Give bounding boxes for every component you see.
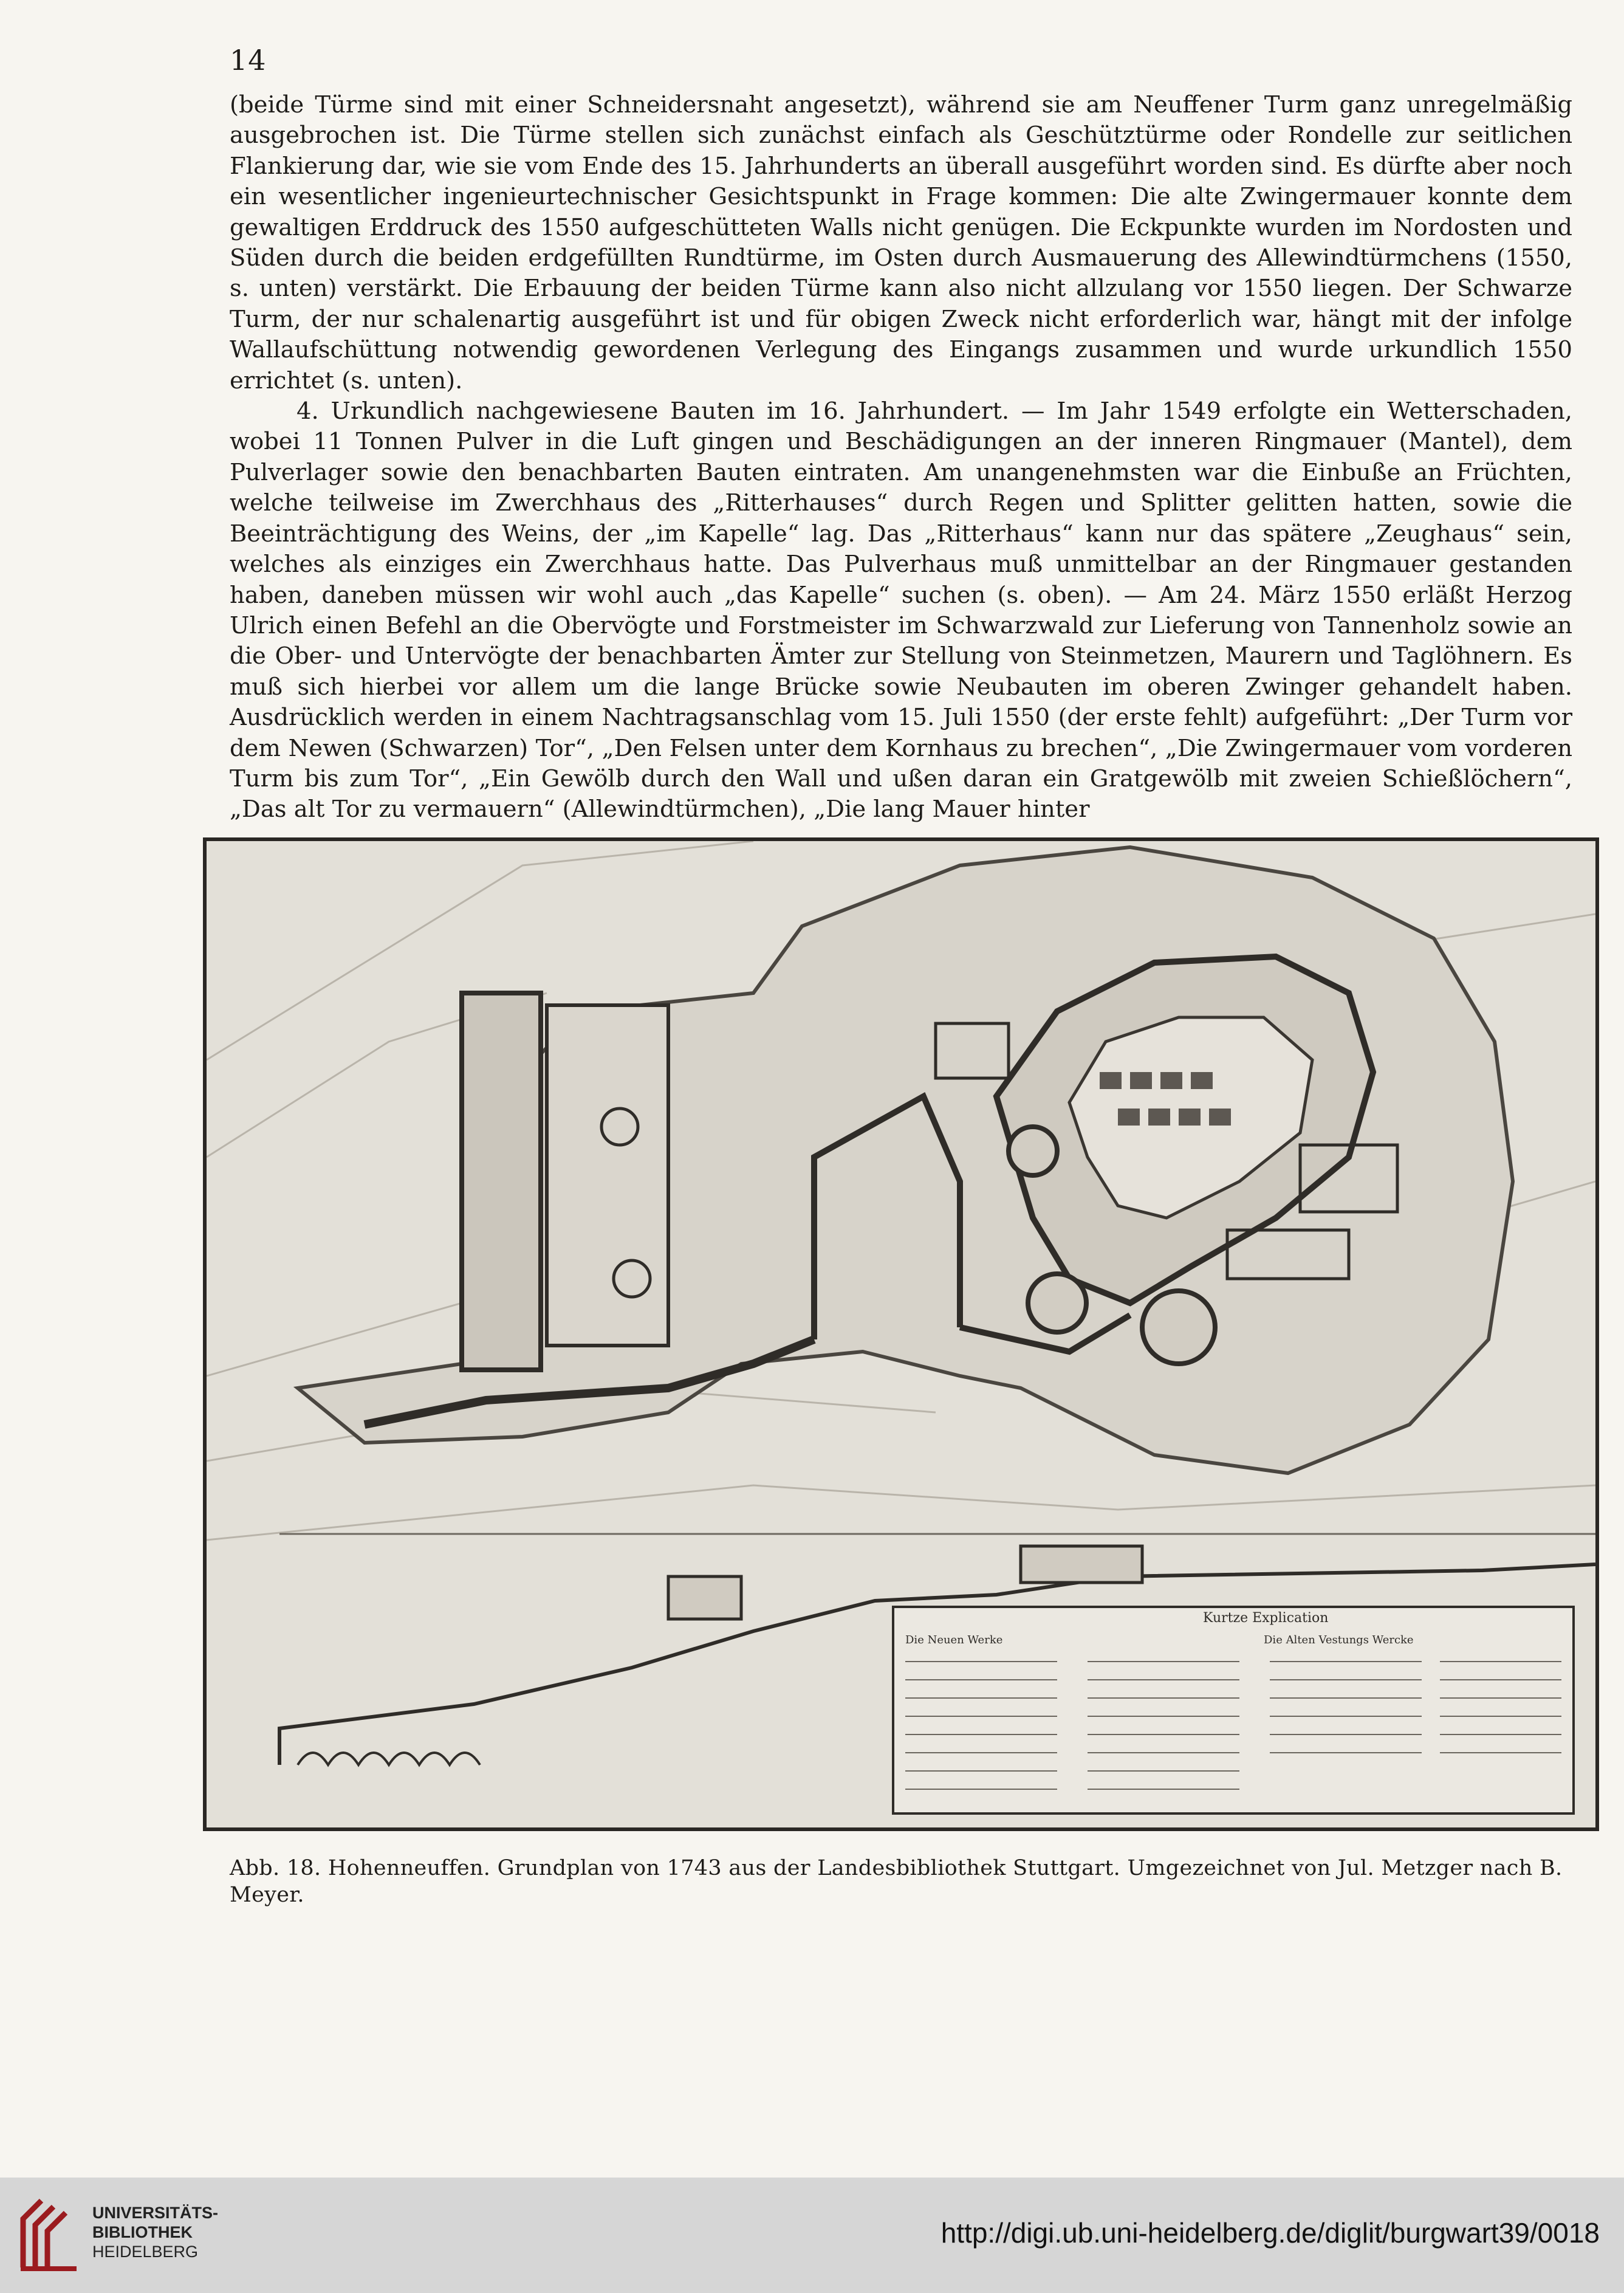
institution-line-2: BIBLIOTHEK — [92, 2223, 193, 2241]
institution-line-3: HEIDELBERG — [92, 2243, 199, 2261]
legend-heading: Kurtze Explication — [1203, 1611, 1329, 1626]
legend-col2-title: Die Alten Vestungs Wercke — [1264, 1634, 1414, 1646]
source-url-link[interactable]: http://digi.ub.uni-heidelberg.de/diglit/burgwart39/0018 — [940, 2217, 1600, 2249]
body-text — [230, 90, 1572, 825]
library-logo-icon — [17, 2195, 80, 2274]
figure-plan-image — [203, 837, 1599, 1831]
footer-bar — [0, 2178, 1624, 2293]
paragraph-1: (beide Türme sind mit einer Schneidersnaht angesetzt), während sie am Neuffener Turm ganz unregelmäßig ausgebrochen ist. Die Türme stellen sich zunächst einfach als Geschütztürme oder Rondelle zur seitlichen Flankierung dar, wie sie vom Ende des 15. Jahrhunderts an überall ausgeführt worden sind. Es dürfte aber noch ein wesentlicher ingenieurtechnischer Gesichtspunkt in Frage kommen: Die alte Zwingermauer konnte dem gewaltigen Erddruck des 1550 aufgeschütteten Walls nicht genügen. Die Eckpunkte wurden im Nordosten und Süden durch die beiden erdgefüllten Rundtürme, im Osten durch Ausmauerung des Allewindtürmchens (1550, s. unten) verstärkt. Die Erbauung der beiden Türme kann also nicht allzulang vor 1550 liegen. Der Schwarze Turm, der nur schalenartig ausgeführt ist und für obigen Zweck nicht erforderlich war, hängt mit der infolge Wallaufschüttung notwendig gewordenen Verlegung des Eingangs zusammen und wurde urkundlich 1550 errichtet (s. unten). — [230, 91, 1572, 394]
institution-name — [92, 2203, 218, 2261]
castle-plan-drawing — [207, 841, 1595, 1827]
page-number: 14 — [230, 44, 267, 77]
figure-caption: Abb. 18. Hohenneuffen. Grundplan von 1743 aus der Landesbibliothek Stuttgart. Umgezeichnet von Jul. Metzger nach B. Meyer. — [230, 1856, 1563, 1907]
institution-line-1: UNIVERSITÄTS- — [92, 2204, 219, 2222]
legend-col1-title: Die Neuen Werke — [905, 1634, 1003, 1646]
paragraph-2: 4. Urkundlich nachgewiesene Bauten im 16. Jahrhundert. — Im Jahr 1549 erfolgte ein Wetterschaden, wobei 11 Tonnen Pulver in die Luft gingen und Beschädigungen an der inneren Ringmauer (Mantel), dem Pulverlager sowie den benachbarten Bauten eintraten. Am unangenehmsten war die Einbuße an Früchten, welche teilweise im Zwerchhaus des „Ritterhauses“ durch Regen und Splitter gelitten hatten, sowie die Beeinträchtigung des Weins, der „im Kapelle“ lag. Das „Ritterhaus“ kann nur das spätere „Zeughaus“ sein, welches als einziges ein Zwerchhaus hatte. Das Pulverhaus muß unmittelbar an der Ringmauer gestanden haben, daneben müssen wir wohl auch „das Kapelle“ suchen (s. oben). — Am 24. März 1550 erläßt Herzog Ulrich einen Befehl an die Obervögte und Forstmeister im Schwarzwald zur Lieferung von Tannenholz sowie an die Ober- und Untervögte der benachbarten Ämter zur Stellung von Steinmetzen, Maurern und Taglöhnern. Es muß sich hierbei vor allem um die lange Brücke sowie Neubauten im oberen Zwinger gehandelt haben. Ausdrücklich werden in einem Nachtragsanschlag vom 15. Juli 1550 (der erste fehlt) aufgeführt: „Der Turm vor dem Newen (Schwarzen) Tor“, „Den Felsen unter dem Kornhaus zu brechen“, „Die Zwingermauer vom vorderen Turm bis zum Tor“, „Ein Gewölb durch den Wall und ußen daran ein Gratgewölb mit zweien Schießlöchern“, „Das alt Tor zu vermauern“ (Allewindtürmchen), „Die lang Mauer hinter — [230, 397, 1572, 823]
